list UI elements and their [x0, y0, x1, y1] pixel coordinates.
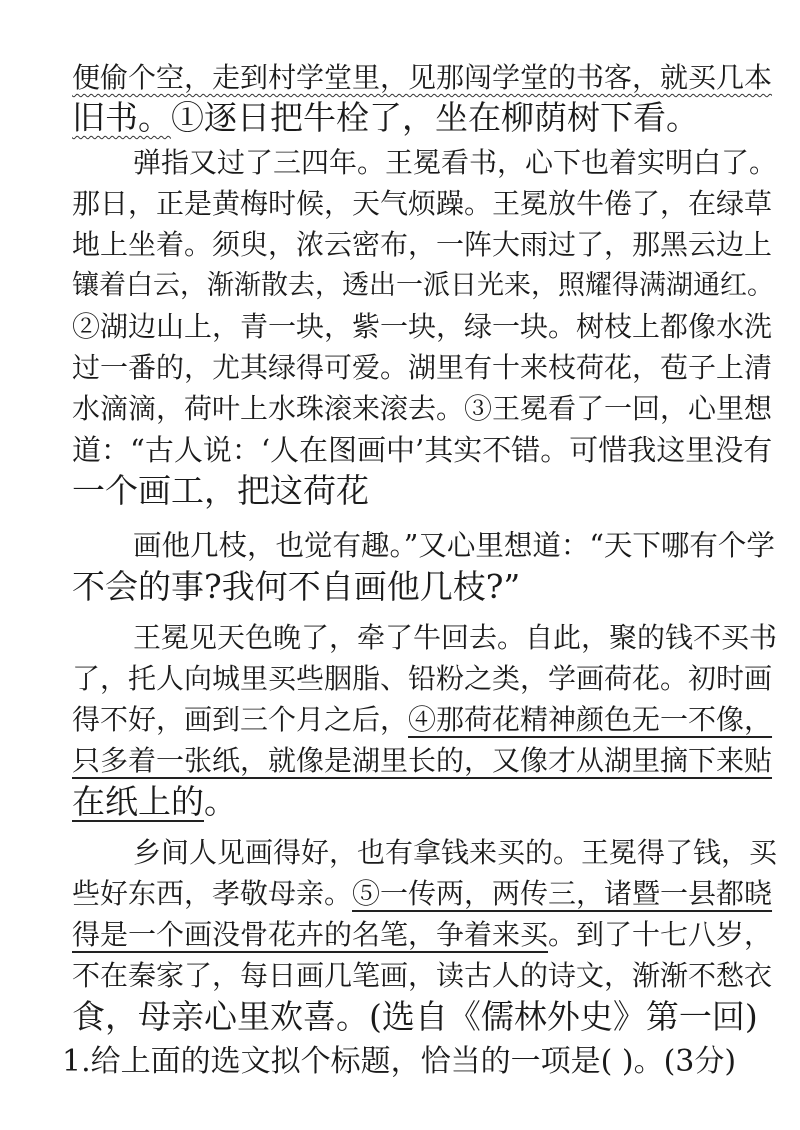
passage-line: 水滴滴，荷叶上水珠滚来滚去。③王冕看了一回，心里想 — [72, 392, 773, 425]
passage-line: ②湖边山上，青一块，紫一块，绿一块。树枝上都像水洗 — [72, 310, 773, 343]
passage-line: 那日，正是黄梅时候，天气烦躁。王冕放牛倦了，在绿草 — [72, 187, 773, 220]
passage-line: 镶着白云，渐渐散去，透出一派日光来，照耀得满湖通红。 — [72, 270, 774, 301]
underlined-sentence-4: ④那荷花精神颜色无一不像， — [408, 703, 773, 736]
passage-line: 乡间人见画得好，也有拿钱来买的。王冕得了钱，买 — [133, 836, 778, 869]
plain-text: 。 — [204, 782, 237, 821]
underlined-sentence-4-cont: 只多着一张纸，就像是湖里长的，又像才从湖里摘下来贴 — [72, 744, 773, 777]
passage-line: 了，托人向城里买些胭脂、铅粉之类，学画荷花。初时画 — [72, 662, 773, 695]
plain-text: 。到了十七八岁， — [548, 918, 773, 951]
passage-line: 一个画工，把这荷花 — [72, 471, 369, 510]
plain-text: 些好东西，孝敬母亲。 — [72, 877, 353, 910]
passage-line — [72, 700, 772, 744]
annotated-sentence-1: ①逐日把牛栓了，坐在柳荫树下看。 — [171, 98, 699, 137]
passage-line — [72, 874, 772, 918]
passage-line: 地上坐着。须臾，浓云密布，一阵大雨过了，那黑云边上 — [72, 228, 773, 261]
passage-line — [72, 98, 699, 142]
question-1: 1.给上面的选文拟个标题，恰当的一项是( )。(3分) — [62, 1044, 737, 1079]
underlined-sentence-5-cont: 得是一个画没骨花卉的名笔，争着来买 — [72, 918, 549, 951]
passage-line: 王冕见天色晚了，牵了牛回去。自此，聚的钱不买书 — [133, 621, 778, 654]
passage-line: 弹指又过了三四年。王冕看书，心下也着实明白了。 — [133, 146, 778, 179]
underlined-sentence-5: ⑤一传两，两传三，诸暨一县都晓 — [352, 877, 773, 910]
underlined-sentence-4-end: 在纸上的 — [72, 782, 204, 821]
passage-line — [72, 782, 237, 826]
passage-line: 不会的事?我何不自画他几枝?” — [72, 567, 521, 606]
passage-line: 食，母亲心里欢喜。(选自《儒林外史》第一回) — [72, 997, 758, 1036]
wavy-underlined-text: 旧书。 — [72, 98, 171, 137]
passage-line — [72, 915, 772, 959]
passage-line: 道：“古人说：‘人在图画中’其实不错。可惜我这里没有 — [72, 433, 773, 467]
passage-line: 不在秦家了，每日画几笔画，读古人的诗文，渐渐不愁衣 — [72, 959, 773, 992]
plain-text: 得不好，画到三个月之后， — [72, 703, 409, 736]
passage-line: 画他几枝，也觉有趣。”又心里想道：“天下哪有个学 — [133, 529, 775, 562]
passage-line: 过一番的，尤其绿得可爱。湖里有十来枝荷花，苞子上清 — [72, 351, 773, 384]
passage-line: 便偷个空，走到村学堂里，见那闯学堂的书客，就买几本 — [72, 61, 773, 94]
